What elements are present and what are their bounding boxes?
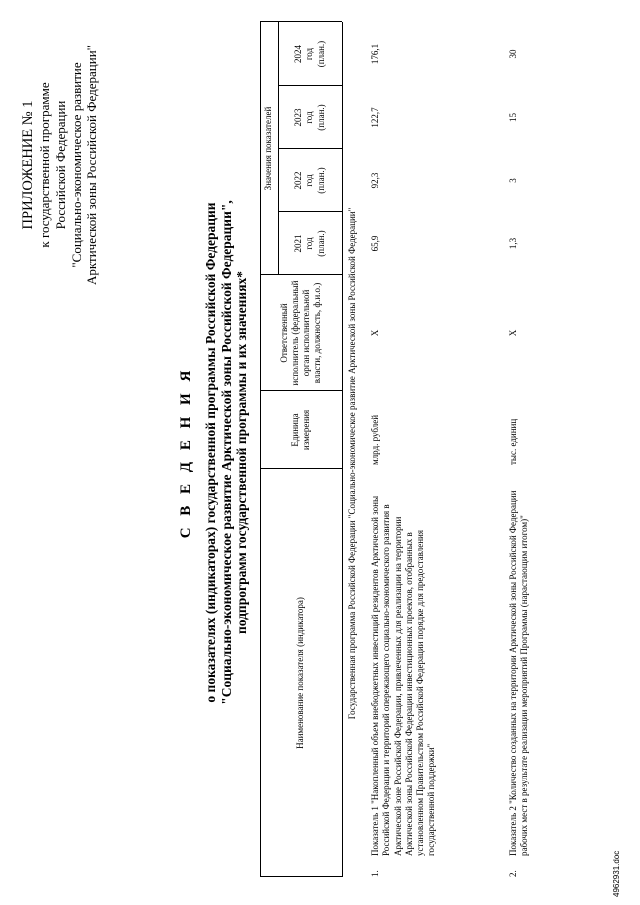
year-label: 2021 — [293, 234, 304, 253]
header-indicator-name: Наименование показателя (индикатора) — [295, 597, 306, 749]
year-sub: год — [304, 237, 315, 250]
row-1-name: Показатель 1 "Накопленный объем внебюджетных инвестиций резидентов Арктической зоны Российской Федерации и территорий опережающего социально-экономического развития в Арктической зоне Российской Федерации, привлеченных для реализации на территории Арктической зоны Российской Федерации инвестиционных проектов, отобранных в установленном Правительством Российской Федерации порядке для предоставления государственной поддержки" — [370, 495, 437, 856]
year-plan: (план.) — [315, 40, 326, 68]
year-plan: (план.) — [315, 230, 326, 257]
file-footnote: 4962931.doc — [612, 850, 621, 897]
row-2-value-2023: 15 — [508, 113, 518, 122]
year-plan: (план.) — [315, 167, 326, 194]
year-label: 2022 — [293, 171, 304, 190]
year-plan: (план.) — [315, 104, 326, 131]
appendix-line-3: Российской Федерации — [52, 100, 68, 230]
appendix-line-1: ПРИЛОЖЕНИЕ № 1 — [20, 100, 36, 230]
row-2-value-2024: 30 — [508, 49, 518, 59]
row-1-number: 1. — [370, 870, 380, 877]
row-2-unit: тыс. единиц — [508, 418, 518, 465]
row-1-executor: X — [370, 329, 380, 337]
row-1-value-2022: 92,3 — [370, 172, 380, 189]
appendix-line-5: Арктической зоны Российской Федерации" — [84, 45, 100, 285]
year-sub: год — [304, 111, 315, 124]
appendix-line-4: "Социально-экономическое развитие — [68, 62, 84, 268]
row-1-value-2024: 176,1 — [370, 43, 380, 65]
appendix-line-2: к государственной программе — [37, 82, 53, 248]
header-year-2023 — [278, 86, 342, 149]
row-1-value-2023: 122,7 — [370, 107, 380, 128]
table-header-bottom-border — [342, 22, 343, 877]
row-2-value-2021: 1,3 — [508, 237, 518, 250]
row-1-unit: млрд. рублей — [370, 414, 380, 465]
header-unit: Единица измерения — [289, 409, 311, 451]
heading-line-2: "Социально-экономическое развитие Арктической зоны Российской Федерации", — [218, 200, 234, 705]
year-sub: год — [304, 47, 315, 61]
row-2-name: Показатель 2 "Количество созданных на территории Арктической зоны Российской Федерации рабочих мест в результате реализации мероприятий Программы (нарастающим итогом)" — [508, 490, 530, 856]
col-divider-exec — [260, 390, 342, 391]
header-year-2024 — [278, 22, 342, 86]
year-sub: год — [304, 174, 315, 187]
header-executor: Ответственный исполнитель (федеральный орган исполнительной власти, должность, ф.и.о.) — [278, 280, 323, 386]
section-title: Государственная программа Российской Федерации "Социально-экономическое развитие Арктической зоны Российской Федерации" — [347, 207, 357, 720]
year-label: 2024 — [293, 45, 304, 63]
heading-title: С В Е Д Е Н И Я — [178, 366, 194, 539]
row-2-number: 2. — [508, 870, 518, 877]
header-year-2022 — [278, 149, 342, 212]
heading-line-1: о показателях (индикаторах) государственной программы Российской Федерации — [203, 202, 218, 703]
header-values: Значения показателей — [263, 106, 274, 191]
header-year-2021 — [278, 212, 342, 275]
row-2-value-2022: 3 — [508, 178, 518, 183]
heading-line-3: подпрограмм государственной программы и их значениях* — [234, 270, 250, 635]
appendix-header — [20, 15, 100, 315]
document-heading — [178, 40, 250, 865]
row-1-value-2021: 65,9 — [370, 235, 380, 252]
row-2-executor: X — [508, 329, 518, 337]
year-label: 2023 — [293, 108, 304, 127]
